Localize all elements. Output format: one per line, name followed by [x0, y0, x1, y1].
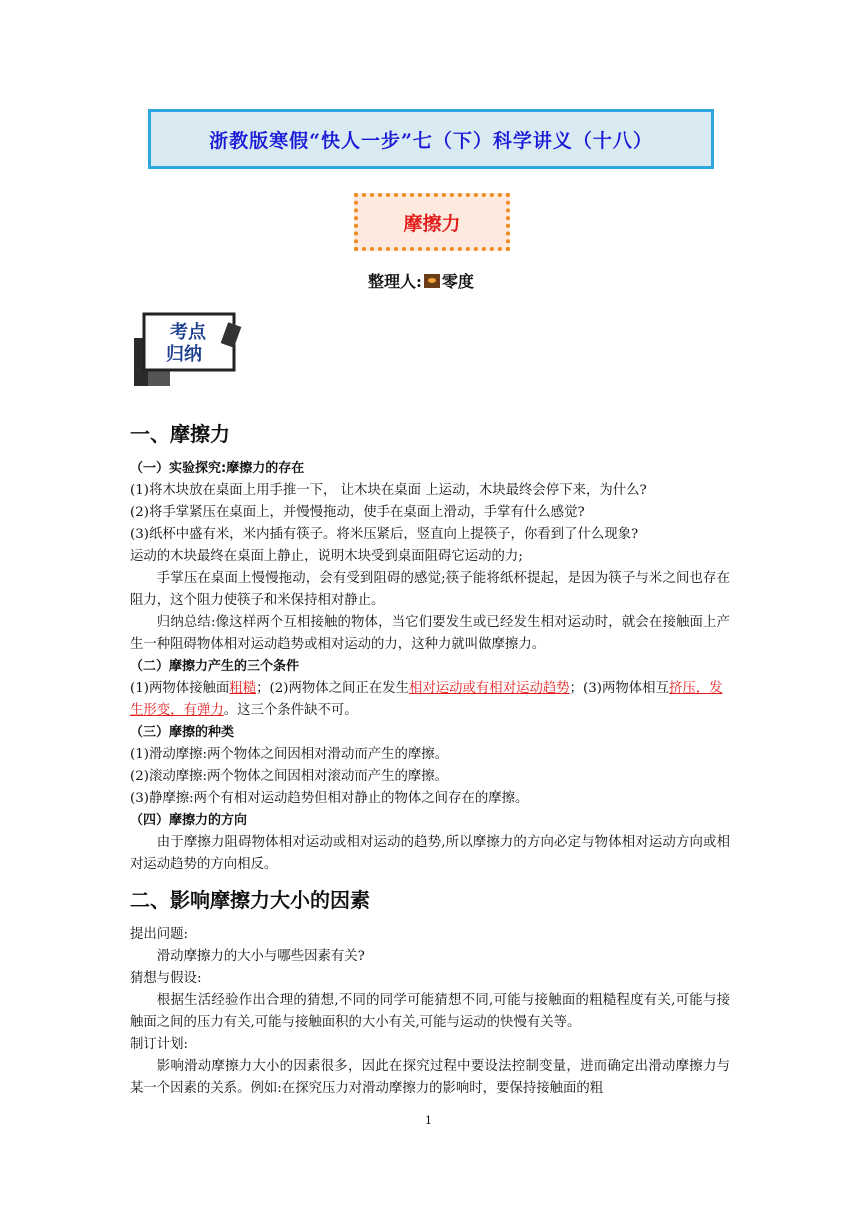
section-heading: 一、摩擦力 [130, 422, 230, 446]
text-span: (1)两物体接触面 [130, 681, 230, 696]
key-points-logo [130, 310, 242, 390]
paragraph: 由于摩擦力阻碍物体相对运动或相对运动的趋势,所以摩擦力的方向必定与物体相对运动方向或相对运动趋势的方向相反。 [130, 835, 730, 872]
paragraph: 影响滑动摩擦力大小的因素很多，因此在探究过程中要设法控制变量，进而确定出滑动摩擦力与某一个因素的关系。例如:在探究压力对滑动摩擦力的影响时，要保持接触面的粗 [130, 1059, 730, 1096]
paragraph: (1)将木块放在桌面上用手推一下， 让木块在桌面 上运动，木块最终会停下来，为什么? [130, 483, 647, 498]
highlight-span: 挤压，发生形变，有弹力 [130, 681, 723, 718]
paragraph: 归纳总结:像这样两个互相接触的物体，当它们要发生或已经发生相对运动时，就会在接触面上产生一种阻碍物体相对运动趋势或相对运动的力，这种力就叫做摩擦力。 [130, 615, 730, 652]
list-item: (3)静摩擦:两个有相对运动趋势但相对静止的物体之间存在的摩擦。 [130, 791, 529, 806]
author-name: 零度 [441, 272, 474, 291]
subsection-heading: （四）摩擦力的方向 [130, 813, 248, 828]
list-item: (1)滑动摩擦:两个物体之间因相对滑动而产生的摩擦。 [130, 747, 449, 762]
paragraph: 手掌压在桌面上慢慢拖动，会有受到阻碍的感觉;筷子能将纸杯提起，是因为筷子与米之间也存在阻力，这个阻力使筷子和米保持相对静止。 [130, 571, 730, 608]
paragraph: 滑动摩擦力的大小与哪些因素有关? [156, 949, 365, 964]
highlight-span: 粗糙 [229, 681, 257, 696]
text-span: 。这三个条件缺不可。 [223, 703, 358, 718]
author-label: 整理人: [368, 272, 422, 291]
subsection-heading: （三）摩擦的种类 [130, 725, 235, 740]
paragraph: 根据生活经验作出合理的猜想,不同的同学可能猜想不同,可能与接触面的粗糙程度有关,可能与接触面之间的压力有关,可能与接触面积的大小有关,可能与运动的快慢有关等。 [130, 993, 730, 1030]
section-heading: 二、影响摩擦力大小的因素 [130, 888, 370, 912]
text-span: ；(3)两物体相互 [569, 681, 669, 696]
page-number: 1 [425, 1114, 432, 1127]
paragraph: 制订计划: [130, 1037, 189, 1052]
avatar-icon [424, 274, 440, 288]
subsection-heading: （一）实验探究:摩擦力的存在 [130, 461, 305, 476]
logo-text-2: 归纳 [166, 344, 202, 365]
highlight-span: 相对运动或有相对运动趋势 [408, 681, 570, 696]
topic-title: 摩擦力 [354, 193, 510, 251]
paragraph: 猜想与假设: [130, 971, 202, 986]
text-span: ；(2)两物体之间正在发生 [256, 681, 409, 696]
logo-text-1: 考点 [170, 322, 206, 343]
paragraph: 运动的木块最终在桌面上静止，说明木块受到桌面阻碍它运动的力; [130, 549, 523, 564]
conditions-paragraph [130, 678, 730, 722]
author-line [368, 269, 474, 292]
document-title: 浙教版寒假“快人一步”七（下）科学讲义（十八） [148, 109, 714, 169]
main-content [130, 420, 730, 1100]
paragraph: (3)纸杯中盛有米，米内插有筷子。将米压紧后，竖直向上提筷子，你看到了什么现象? [130, 527, 639, 542]
list-item: (2)滚动摩擦:两个物体之间因相对滚动而产生的摩擦。 [130, 769, 449, 784]
paragraph: 提出问题: [130, 927, 189, 942]
paragraph: (2)将手掌紧压在桌面上，并慢慢拖动，使手在桌面上滑动，手掌有什么感觉? [130, 505, 585, 520]
subsection-heading: （二）摩擦力产生的三个条件 [130, 659, 300, 674]
